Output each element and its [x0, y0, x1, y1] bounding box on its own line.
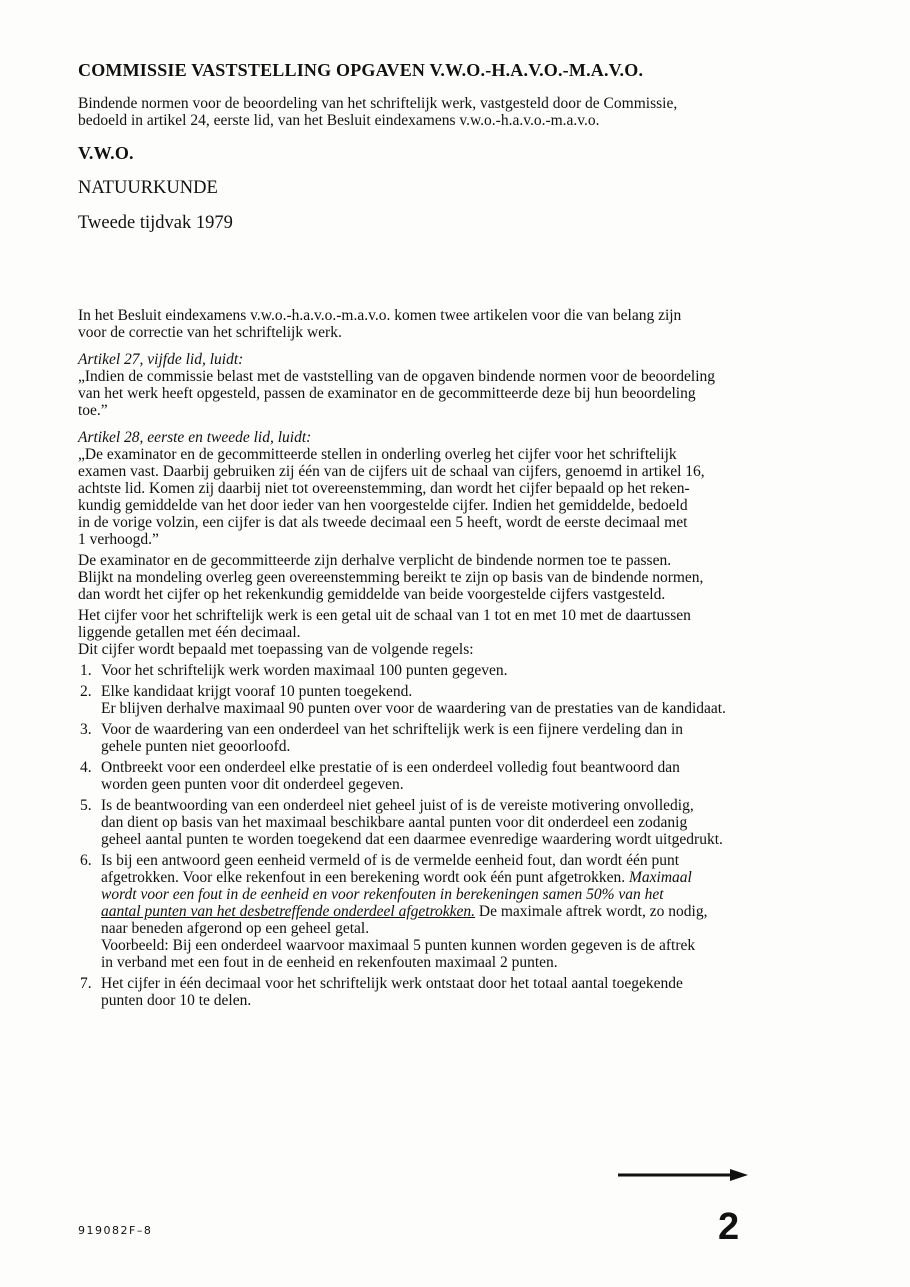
rules-list: [78, 662, 778, 1009]
rule-emphasis: wordt voor een fout in de eenheid en voor rekenfouten in berekeningen samen 50% van het: [101, 886, 664, 903]
schaal-line: Dit cijfer wordt bepaald met toepassing van de volgende regels:: [78, 641, 474, 658]
article-28-title: Artikel 28, eerste en tweede lid, luidt:: [78, 429, 312, 446]
verplicht-line: dan wordt het cijfer op het rekenkundig gemiddelde van beide voorgestelde cijfers vastgesteld.: [78, 586, 666, 603]
rule-line: naar beneden afgerond op een geheel getal.: [101, 920, 370, 937]
arrow-right-icon: [618, 1168, 748, 1182]
schaal-line: Het cijfer voor het schriftelijk werk is een getal uit de schaal van 1 tot en met 10 met de daartussen: [78, 607, 691, 624]
article-28-text: [78, 446, 778, 548]
rule-line: Voor de waardering van een onderdeel van het schriftelijk werk is een fijnere verdeling dan in: [101, 721, 684, 738]
rule-line: Voorbeeld: Bij een onderdeel waarvoor maximaal 5 punten kunnen worden gegeven is de aftrek: [101, 937, 696, 954]
page-number: 2: [718, 1206, 740, 1248]
rule-number: 7.: [80, 975, 92, 992]
article-28-line: 1 verhoogd.”: [78, 531, 159, 548]
rule-line: [101, 869, 778, 886]
article-27-line: „Indien de commissie belast met de vaststelling van de opgaven bindende normen voor de beoordeling: [78, 368, 716, 385]
intro-line: Bindende normen voor de beoordeling van het schriftelijk werk, vastgesteld door de Commissie,: [78, 95, 678, 112]
besluit-line: voor de correctie van het schriftelijk werk.: [78, 324, 342, 341]
rule-item: [78, 662, 778, 679]
rule-number: 1.: [80, 662, 92, 679]
rule-line: Voor het schriftelijk werk worden maximaal 100 punten gegeven.: [101, 662, 508, 679]
rule-item: [78, 975, 778, 1009]
rule-line: in verband met een fout in de eenheid en rekenfouten maximaal 2 punten.: [101, 954, 558, 971]
verplicht-line: De examinator en de gecommitteerde zijn derhalve verplicht de bindende normen toe te passen.: [78, 552, 672, 569]
besluit-paragraph: [78, 307, 778, 341]
besluit-line: In het Besluit eindexamens v.w.o.-h.a.v.o.-m.a.v.o. komen twee artikelen voor die van belang zijn: [78, 307, 682, 324]
rule-number: 5.: [80, 797, 92, 814]
rule-line: [101, 903, 778, 920]
schaal-paragraph: [78, 607, 778, 658]
article-27-text: [78, 368, 778, 419]
article-28-line: examen vast. Daarbij gebruiken zij één van de cijfers uit de schaal van cijfers, genoemd in artikel 16,: [78, 463, 705, 480]
rule-line: punten door 10 te delen.: [101, 992, 252, 1009]
rule-line: worden geen punten voor dit onderdeel gegeven.: [101, 776, 404, 793]
rule-line: Elke kandidaat krijgt vooraf 10 punten toegekend.: [101, 683, 413, 700]
rule-line: Is de beantwoording van een onderdeel niet geheel juist of is de vereiste motivering onvolledig,: [101, 797, 694, 814]
rule-line: Het cijfer in één decimaal voor het schriftelijk werk ontstaat door het totaal aantal toegekende: [101, 975, 683, 992]
schaal-line: liggende getallen met één decimaal.: [78, 624, 301, 641]
article-28-line: achtste lid. Komen zij daarbij niet tot overeenstemming, dan wordt het cijfer bepaald op het reken-: [78, 480, 690, 497]
rule-number: 4.: [80, 759, 92, 776]
article-27-line: van het werk heeft opgesteld, passen de examinator en de gecommitteerde deze bij hun beoordeling: [78, 385, 696, 402]
verplicht-line: Blijkt na mondeling overleg geen overeenstemming bereikt te zijn op basis van de bindende normen,: [78, 569, 704, 586]
rule-line: dan dient op basis van het maximaal beschikbare aantal punten voor dit onderdeel een zodanig: [101, 814, 688, 831]
rule-emphasis: Maximaal: [628, 869, 692, 886]
intro-line: bedoeld in artikel 24, eerste lid, van het Besluit eindexamens v.w.o.-h.a.v.o.-m.a.v.o.: [78, 112, 600, 129]
rule-emphasis: aantal punten van het desbetreffende onderdeel afgetrokken.: [101, 903, 476, 920]
article-28-line: „De examinator en de gecommitteerde stellen in onderling overleg het cijfer voor het schriftelijk: [78, 446, 677, 463]
rule-line: Er blijven derhalve maximaal 90 punten over voor de waardering van de prestaties van de kandidaat.: [101, 700, 726, 717]
rule-line: Ontbreekt voor een onderdeel elke prestatie of is een onderdeel volledig fout beantwoord dan: [101, 759, 680, 776]
rule-item: [78, 683, 778, 717]
rule-number: 2.: [80, 683, 92, 700]
rule-line: Is bij een antwoord geen eenheid vermeld of is de vermelde eenheid fout, dan wordt één punt: [101, 852, 680, 869]
document-code: 919082F–8: [78, 1224, 153, 1237]
article-27-line: toe.”: [78, 402, 108, 419]
rule-line: geheel aantal punten te worden toegekend dat een daarmee evenredige waardering wordt uitgedrukt.: [101, 831, 723, 848]
subject-title: NATUURKUNDE: [78, 178, 218, 198]
level-title: V.W.O.: [78, 143, 134, 163]
rule-text: De maximale aftrek wordt, zo nodig,: [478, 903, 708, 920]
article-27-title: Artikel 27, vijfde lid, luidt:: [78, 351, 244, 368]
intro-text: [78, 95, 778, 129]
rule-number: 3.: [80, 721, 92, 738]
rule-item: [78, 721, 778, 755]
session-title: Tweede tijdvak 1979: [78, 213, 233, 233]
rule-number: 6.: [80, 852, 92, 869]
rule-text: afgetrokken. Voor elke rekenfout in een berekening wordt ook één punt afgetrokken.: [101, 869, 626, 886]
rule-line: gehele punten niet geoorloofd.: [101, 738, 291, 755]
document-page: [78, 60, 778, 1009]
commission-title: COMMISSIE VASTSTELLING OPGAVEN V.W.O.-H.A.V.O.-M.A.V.O.: [78, 60, 644, 80]
verplicht-paragraph: [78, 552, 778, 603]
article-28-line: kundig gemiddelde van het door ieder van hen voorgestelde cijfer. Indien het gemiddelde, bedoeld: [78, 497, 688, 514]
article-28-line: in de vorige volzin, een cijfer is dat als tweede decimaal een 5 heeft, wordt de eerste decimaal met: [78, 514, 688, 531]
rule-item: [78, 759, 778, 793]
rule-item: [78, 852, 778, 971]
rule-item: [78, 797, 778, 848]
